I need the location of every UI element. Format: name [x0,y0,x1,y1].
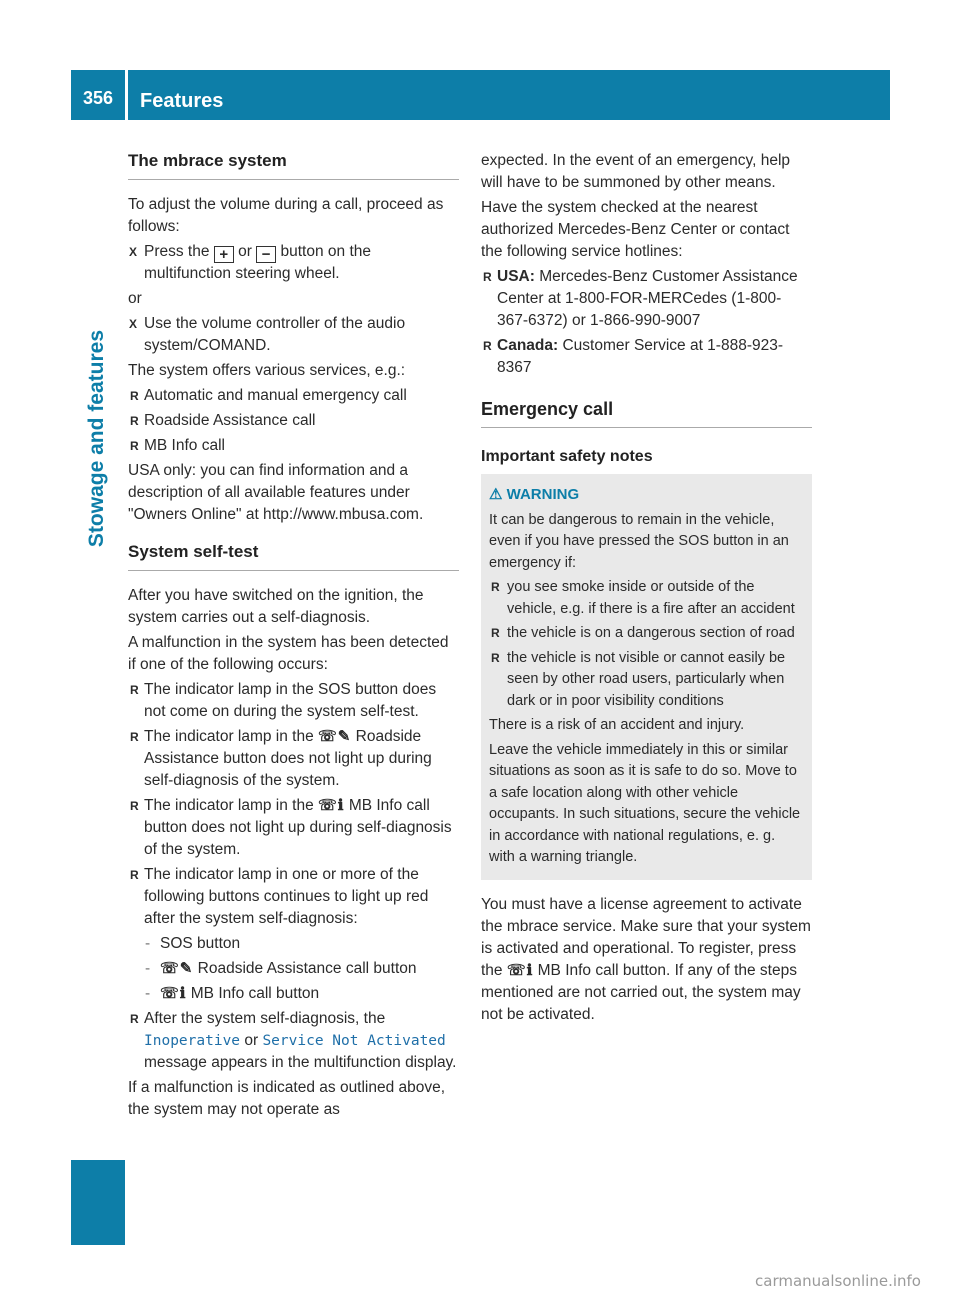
list-item: R Roadside Assistance call [128,410,459,432]
warning-title: ⚠ WARNING [489,486,580,503]
display-message: Inoperative [144,1033,241,1049]
sub-list-item: - ☏✎ Roadside Assistance call button [128,958,459,980]
list-item: R the vehicle is on a dangerous section of road [489,623,804,645]
warning-triangle-icon: ⚠ [489,486,503,503]
list-item: R Canada: Customer Service at 1-888-923-8367 [481,335,812,379]
paragraph: There is a risk of an accident and injury. [489,717,745,733]
paragraph: If a malfunction is indicated as outlined above, the system may not operate as [128,1079,446,1118]
plus-button-icon: + [214,246,234,263]
side-tab-bar [71,1160,125,1245]
heading-important-safety-notes: Important safety notes [481,448,653,465]
warning-box [481,474,812,880]
sub-list-item: - ☏ℹ MB Info call button [128,983,459,1005]
paragraph: expected. In the event of an emergency, help will have to be summoned by other means. [481,152,791,191]
info-call-icon: ☏ℹ [160,985,187,1002]
page-title: Features [128,70,890,120]
heading-system-self-test: System self-test [128,541,459,571]
list-item: R Automatic and manual emergency call [128,385,459,407]
section-side-tab: Stowage and features [85,330,108,548]
list-item: R The indicator lamp in the ☏✎ Roadside Assistance button does not light up during self-diagnosis of the system. [128,726,459,792]
instruction-step: X Press the + or − button on the multifunction steering wheel. [128,241,459,285]
paragraph: Leave the vehicle immediately in this or similar situations as soon as it is safe to do so. Move to a safe location along with other vehicle occupants. In such situations, secure the vehicle in accordance with national regulations, e. g. with a warning triangle. [489,741,801,865]
roadside-assistance-icon: ☏✎ [318,728,352,745]
list-item: R The indicator lamp in one or more of the following buttons continues to light up red after the system self-diagnosis: [128,864,459,930]
paragraph: Have the system checked at the nearest authorized Mercedes-Benz Center or contact the following service hotlines: [481,199,790,260]
paragraph: The system offers various services, e.g.: [128,362,406,379]
list-item: R the vehicle is not visible or cannot easily be seen by other road users, particularly when dark or in poor visibility conditions [489,648,804,713]
sub-list-item: - SOS button [128,933,459,955]
list-item: R MB Info call [128,435,459,457]
paragraph: USA only: you can find information and a description of all available features under "Owners Online" at http://www.mbusa.com. [128,462,424,523]
paragraph: It can be dangerous to remain in the vehicle, even if you have pressed the SOS button in an emergency if: [489,511,789,571]
list-item: R The indicator lamp in the ☏ℹ MB Info call button does not light up during self-diagnosis of the system. [128,795,459,861]
list-item: R The indicator lamp in the SOS button does not come on during the system self-test. [128,679,459,723]
footer-watermark: carmanualsonline.info [755,1272,921,1290]
list-item: R USA: Mercedes-Benz Customer Assistance Center at 1-800-FOR-MERCedes (1-800-367-6372) or 1-866-990-9007 [481,266,812,332]
page-number: 356 [71,70,125,120]
heading-emergency-call: Emergency call [481,398,812,428]
display-message: Service Not Activated [262,1033,446,1049]
right-column [481,150,812,1029]
paragraph-or: or [128,290,142,307]
list-item: R you see smoke inside or outside of the vehicle, e.g. if there is a fire after an accident [489,577,804,620]
info-call-icon: ☏ℹ [506,961,534,979]
minus-button-icon: − [256,246,276,263]
info-call-icon: ☏ℹ [318,797,345,814]
paragraph: To adjust the volume during a call, proceed as follows: [128,196,444,235]
roadside-assistance-icon: ☏✎ [160,960,194,977]
paragraph: You must have a license agreement to activate the mbrace service. Make sure that your system is activated and operational. To register, press the ☏ℹ MB Info call button. If any of the steps mentioned are not carried out, the system may not be activated. [481,895,811,1023]
paragraph: After you have switched on the ignition, the system carries out a self-diagnosis. [128,587,424,626]
paragraph: A malfunction in the system has been detected if one of the following occurs: [128,634,449,673]
left-column [128,150,459,1124]
heading-mbrace-system: The mbrace system [128,150,459,180]
list-item: R After the system self-diagnosis, the Inoperative or Service Not Activated message appears in the multifunction display. [128,1008,459,1074]
instruction-step: X Use the volume controller of the audio system/COMAND. [128,313,459,357]
